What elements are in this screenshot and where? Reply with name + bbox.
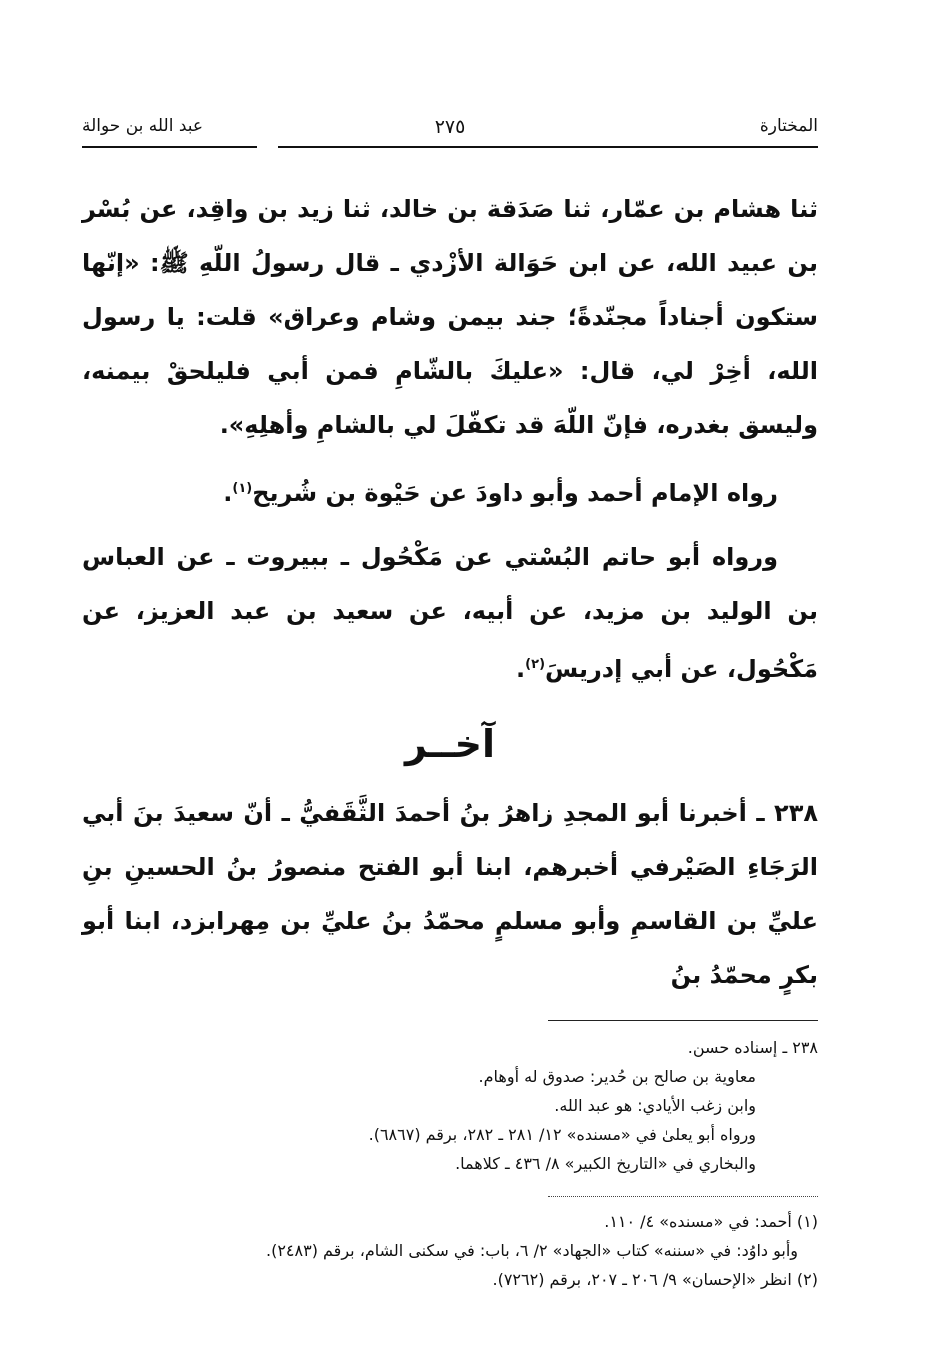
footnote-238-title: ٢٣٨ ـ إسناده حسن. (687, 1038, 818, 1057)
footnote-separator-dotted (548, 1196, 818, 1197)
main-text (82, 182, 818, 1002)
paragraph-238: ٢٣٨ ـ أخبرنا أبو المجدِ زاهرُ بنُ أحمدَ الثَّقَفيُّ ـ أنّ سعيدَ بنَ أبي الرَجَاءِ الصَيْرفي أخبرهم، ابنا أبو الفتح منصورُ بنُ الحسينِ بنِ عليِّ بن القاسمِ وأبو مسلمٍ محمّدُ بنُ عليِّ بن مِهرابزد، ابنا أبو بكرٍ محمّدُ بنُ (82, 799, 818, 989)
header-chapter-title: عبد الله بن حوالة (82, 116, 204, 136)
footnote-1-continued: وأبو داوُد: في «سننه» كتاب «الجهاد» ٢/ ٦، باب: في سكنى الشام، برقم (٢٤٨٣). (266, 1241, 798, 1260)
footnote-238-line: معاوية بن صالح بن حُدير: صدوق له أوهام. (478, 1067, 756, 1086)
paragraph-narration-2: ورواه أبو حاتم البُسْتي عن مَكْحُول ـ ببيروت ـ عن العباس بن الوليد بن مزيد، عن أبيه، عن سعيد بن عبد العزيز، عن مَكْحُول، عن أبي إدريسَ$^{(٢)}$. (82, 543, 818, 683)
narration-2-text: ورواه أبو حاتم البُسْتي عن مَكْحُول ـ ببيروت ـ عن العباس بن الوليد بن مزيد، عن أبيه، عن سعيد بن عبد العزيز، عن مَكْحُول، عن أبي إدريسَ (82, 543, 818, 683)
page (82, 110, 818, 1294)
running-header (82, 110, 818, 150)
footnote-238-line: وابن زغب الأيادي: هو عبد الله. (554, 1096, 756, 1115)
header-rule (278, 146, 818, 148)
footnote-238 (82, 1033, 818, 1178)
footnote-238-line: ورواه أبو يعلىٰ في «مسنده» ١٢/ ٢٨١ ـ ٢٨٢، برقم (٦٨٦٧). (368, 1125, 756, 1144)
paragraph-hadith: ثنا هشام بن عمّار، ثنا صَدَقة بن خالد، ثنا زيد بن واقِد، عن بُسْر بن عبيد الله، عن ابن حَوَالة الأزْدي ـ قال رسولُ اللّهِ ﷺ: «إنّها ستكون أجناداً مجنّدةً؛ جند بيمن وشام وعراق» قلت: يا رسول الله، أخِرْ لي، قال: «عليكَ بالشّامِ فمن أبي فليلحقْ بيمنه، وليسق بغدره، فإنّ اللّهَ قد تكفّلَ لي بالشامِ وأهلِهِ». (82, 195, 818, 439)
section-title: آخــر (404, 722, 496, 766)
footnote-1: (١) أحمد: في «مسنده» ٤/ ١١٠. (604, 1212, 818, 1231)
page-number: ٢٧٥ (434, 116, 466, 138)
footnote-ref-2: (٢) (525, 657, 546, 672)
footnote-separator (548, 1020, 818, 1021)
footnotes-numbered (82, 1207, 818, 1294)
header-book-title: المختارة (759, 116, 818, 136)
paragraph-narration-1: رواه الإمام أحمد وأبو داودَ عن حَيْوة بن شُريح$^{(١)}$. (223, 479, 778, 507)
header-rule-left (82, 146, 257, 148)
footnote-ref-1: (١) (232, 481, 253, 496)
footnote-2: (٢) انظر «الإحسان» ٩/ ٢٠٦ ـ ٢٠٧، برقم (٧٢٦٢). (492, 1270, 818, 1289)
footnote-238-line: والبخاري في «التاريخ الكبير» ٨/ ٤٣٦ ـ كلاهما. (455, 1154, 756, 1173)
narration-1-text: رواه الإمام أحمد وأبو داودَ عن حَيْوة بن شُريح (252, 479, 778, 507)
